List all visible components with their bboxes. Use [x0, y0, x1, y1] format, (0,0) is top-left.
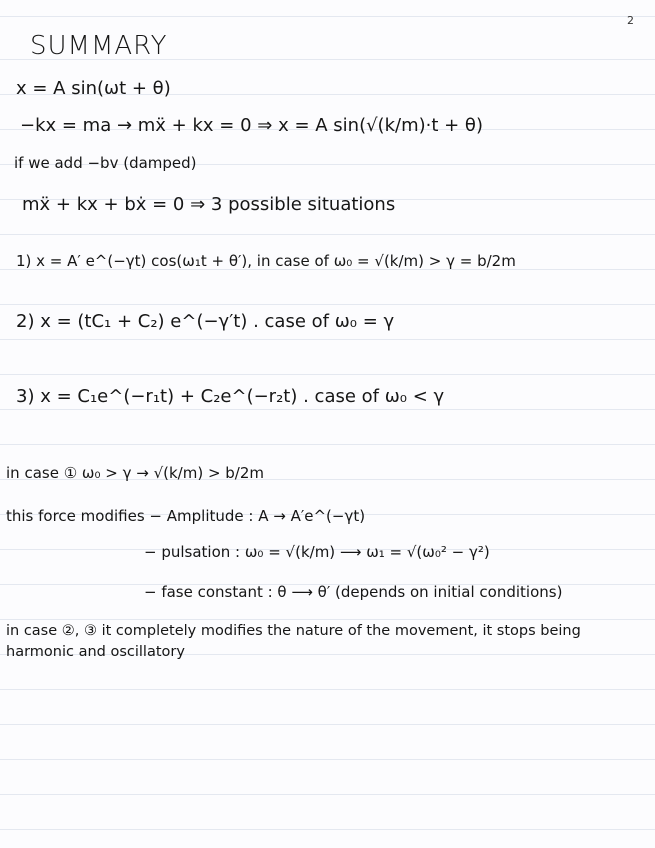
phase-change: − fase constant : θ ⟶ θ′ (depends on initial conditions): [144, 583, 563, 601]
cases-2-3-note: in case ②, ③ it completely modifies the nature of the movement, it stops being: [6, 623, 581, 639]
case-2-critical: 2) x = (tC₁ + C₂) e^(−γ′t) . case of ω₀ = γ: [16, 311, 395, 332]
amplitude-change: this force modifies − Amplitude : A → A′e^(−γt): [6, 507, 366, 525]
case-3-overdamped: 3) x = C₁e^(−r₁t) + C₂e^(−r₂t) . case of ω₀ < γ: [16, 386, 445, 407]
equation-of-motion: −kx = ma → mẍ + kx = 0 ⇒ x = A sin(√(k/m)·t + θ): [20, 115, 483, 136]
page-number: 2: [627, 14, 634, 27]
sho-solution: x = A sin(ωt + θ): [16, 78, 171, 99]
damping-note: if we add −bv (damped): [14, 154, 197, 172]
page-title: SUMMARY: [30, 31, 168, 61]
pulsation-change: − pulsation : ω₀ = √(k/m) ⟶ ω₁ = √(ω₀² − γ²): [144, 543, 490, 561]
case-1-underdamped: 1) x = A′ e^(−γt) cos(ω₁t + θ′), in case of ω₀ = √(k/m) > γ = b/2m: [16, 252, 516, 270]
cases-2-3-note-cont: harmonic and oscillatory: [6, 644, 185, 660]
damped-equation: mẍ + kx + bẋ = 0 ⇒ 3 possible situations: [22, 194, 396, 215]
case-1-condition: in case ① ω₀ > γ → √(k/m) > b/2m: [6, 464, 265, 482]
